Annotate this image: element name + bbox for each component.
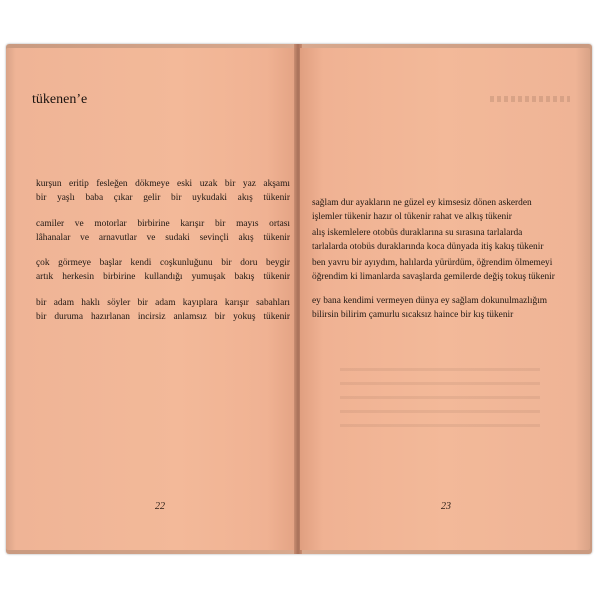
poem-line: bilirsin bilirim çamurlu sıcaksız haince bir kış tükenir bbox=[312, 310, 514, 320]
left-page bbox=[6, 48, 296, 550]
left-stanza-3 bbox=[36, 256, 290, 284]
poem-line: bir duruma hazırlanan incirsiz anlamsız bir yokuş tükenir bbox=[36, 312, 290, 322]
left-stanza-2 bbox=[36, 217, 290, 245]
poem-line: artık herkesin birbirine kullandığı yumuşak bakış tükenir bbox=[36, 272, 290, 282]
poem-line: ben yavru bir ayıydım, halılarda yürürdüm, öğrendim ölmemeyi bbox=[312, 258, 553, 268]
poem-line: camiler ve motorlar birbirine karışır bir mayıs ortası bbox=[36, 219, 290, 229]
poem-line: ey bana kendimi vermeyen dünya ey sağlam dokunulmazlığım bbox=[312, 296, 548, 306]
page-number: 22 bbox=[155, 501, 165, 512]
faint-show-through bbox=[490, 96, 570, 102]
poem-line: çok görmeye başlar kendi coşkunluğunu bir doru beygir bbox=[36, 258, 290, 268]
poem-line: kurşun eritip fesleğen dökmeye eski uzak bir yaz akşamı bbox=[36, 179, 290, 189]
left-stanza-4 bbox=[36, 296, 290, 324]
poem-title: tükenen’e bbox=[32, 92, 88, 107]
open-book bbox=[6, 44, 592, 554]
right-stanza-3 bbox=[312, 256, 584, 284]
poem-line: bir adam haklı söyler bir adam kayıplara karışır sabahları bbox=[36, 298, 290, 308]
poem-line: tarlalarda otobüs duraklarında koca dünyada itiş kakış tükenir bbox=[312, 242, 544, 252]
poem-line: işlemler tükenir hazır ol tükenir rahat ve alkış tükenir bbox=[312, 212, 512, 222]
right-stanza-2 bbox=[312, 226, 584, 254]
poem-line: bir yaşlı baba çıkar gelir bir uykudaki akış tükenir bbox=[36, 193, 290, 203]
right-stanza-4 bbox=[312, 294, 584, 322]
faint-show-through bbox=[340, 368, 540, 438]
right-stanza-1 bbox=[312, 196, 584, 224]
poem-line: sağlam dur ayakların ne güzel ey kimsesiz dönen askerden bbox=[312, 198, 532, 208]
page-number: 23 bbox=[441, 501, 451, 512]
left-stanza-1 bbox=[36, 177, 290, 205]
poem-line: öğrendim ki limanlarda savaşlarda gemilerde değiş tokuş tükenir bbox=[312, 272, 555, 282]
right-page bbox=[300, 48, 590, 550]
poem-line: lâhanalar ve arnavutlar ve sudaki sevinçli akış tükenir bbox=[36, 233, 290, 243]
poem-line: alış iskemlelere otobüs duraklarına su sırasına tarlalarda bbox=[312, 228, 523, 238]
